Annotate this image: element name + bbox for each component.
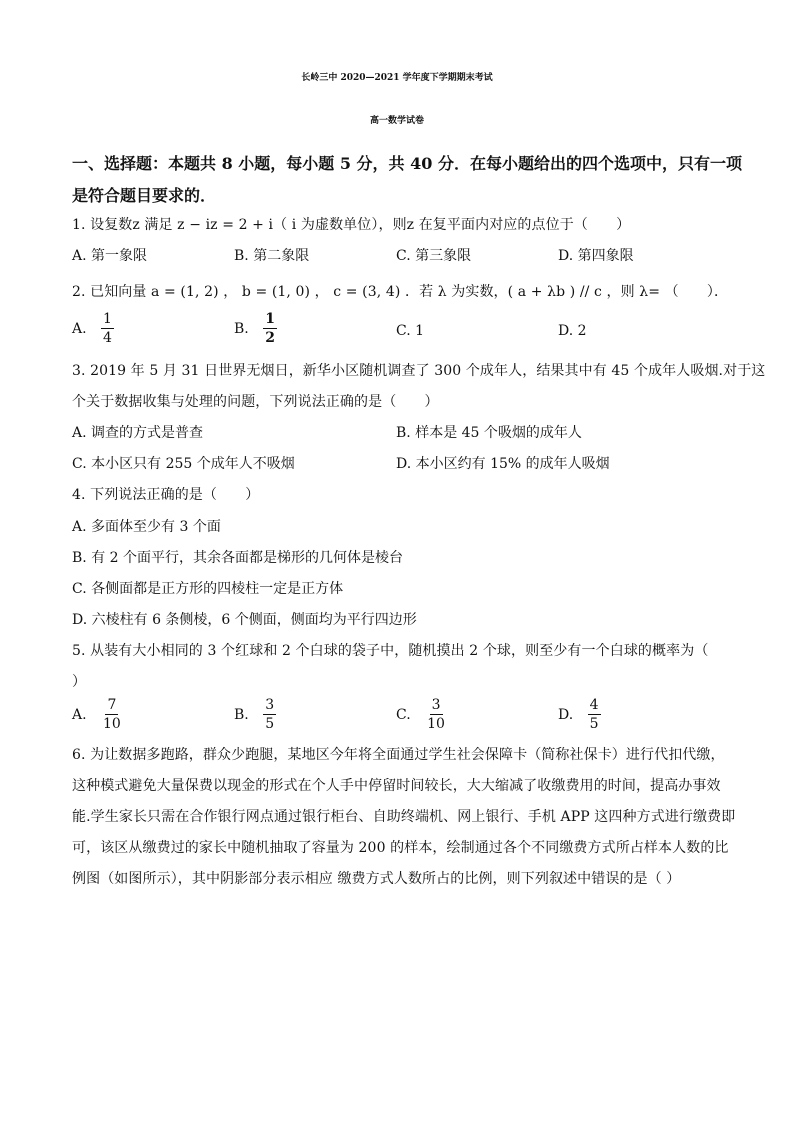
question-1-option-b: B. 第二象限 (234, 248, 310, 264)
question-1-option-a: A. 第一象限 (72, 248, 148, 264)
fraction (101, 696, 123, 733)
question-6-line3: 能.学生家长只需在合作银行网点通过银行柜台、自助终端机、网上银行、手机 APP 这四种方式进行缴费即 (72, 809, 736, 825)
question-4-option-c: C. 各侧面都是正方形的四棱柱一定是正方体 (72, 581, 344, 597)
fraction (425, 696, 447, 733)
fraction (263, 696, 276, 733)
option-label: C. (396, 706, 411, 723)
question-4-option-a: A. 多面体至少有 3 个面 (72, 519, 221, 535)
question-1-option-d: D. 第四象限 (558, 248, 634, 264)
fraction-numerator: 4 (589, 697, 599, 713)
page-title: 长岭三中 2020—2021 学年度下学期期末考试 (301, 73, 493, 83)
question-6-line1: 6. 为让数据多跑路，群众少跑腿，某地区今年将全面通过学生社会保障卡（简称社保卡）进行代扣代缴， (72, 747, 725, 763)
question-5-option-b (234, 696, 276, 733)
question-2-option-d: D. 2 (558, 323, 587, 339)
option-label: B. (234, 320, 249, 337)
question-4-option-d: D. 六棱柱有 6 条侧棱，6 个侧面，侧面均为平行四边形 (72, 612, 417, 628)
fraction-denominator: 10 (427, 716, 445, 732)
question-5-option-c (396, 696, 447, 733)
option-label: D. (558, 706, 574, 723)
question-3-option-d: D. 本小区约有 15% 的成年人吸烟 (396, 456, 610, 472)
fraction-denominator: 4 (103, 330, 112, 346)
question-4-stem: 4. 下列说法正确的是（ ） (72, 487, 260, 503)
question-6-line2: 这种模式避免大量保费以现金的形式在个人手中停留时间较长，大大缩减了收缴费用的时间，提高办事效 (72, 778, 721, 794)
fraction-numerator: 7 (107, 697, 117, 713)
fraction (263, 310, 277, 347)
question-3-option-a: A. 调查的方式是普查 (72, 425, 204, 441)
fraction-denominator: 10 (103, 716, 121, 732)
option-label: B. (234, 706, 249, 723)
fraction-denominator: 5 (589, 716, 599, 732)
question-5-option-d (558, 696, 601, 733)
question-5-line1: 5. 从装有大小相同的 3 个红球和 2 个白球的袋子中，随机摸出 2 个球，则至少有一个白球的概率为（ (72, 643, 709, 659)
question-3-option-c: C. 本小区只有 255 个成年人不吸烟 (72, 456, 295, 472)
section-heading-line1: 一、选择题：本题共 8 小题，每小题 5 分，共 40 分．在每小题给出的四个选项中，只有一项 (72, 154, 742, 173)
question-1-stem: 1. 设复数z 满足 z − iz = 2 + i（ i 为虚数单位），则z 在复平面内对应的点位于（ ） (72, 217, 631, 233)
question-5-option-a (72, 696, 123, 733)
question-3-option-b: B. 样本是 45 个吸烟的成年人 (396, 425, 582, 441)
fraction-numerator: 3 (265, 697, 275, 713)
question-2-stem: 2. 已知向量 a = (1, 2) ， b = (1, 0) ， c = (3, 4) ．若 λ 为实数，( a + λb ) // c ，则 λ= （ ）． (72, 284, 729, 300)
question-4-option-b: B. 有 2 个面平行，其余各面都是梯形的几何体是棱台 (72, 550, 403, 566)
fraction-numerator: 1 (265, 311, 275, 327)
fraction-numerator: 3 (431, 697, 441, 713)
fraction-denominator: 2 (265, 330, 275, 346)
question-2-option-b (234, 310, 277, 347)
fraction-denominator: 5 (265, 716, 275, 732)
question-6-line5: 例图（如图所示），其中阴影部分表示相应 缴费方式人数所占的比例，则下列叙述中错误的是（ ） (72, 871, 681, 887)
question-2-option-c: C. 1 (396, 323, 425, 339)
section-heading-line2: 是符合题目要求的． (72, 186, 217, 205)
question-5-line2: ） (72, 674, 87, 690)
option-label: A. (72, 320, 87, 337)
question-2-option-a (72, 310, 114, 347)
fraction-numerator: 1 (103, 311, 112, 327)
question-1-option-c: C. 第三象限 (396, 248, 472, 264)
question-3-line2: 个关于数据收集与处理的问题，下列说法正确的是（ ） (72, 394, 439, 410)
fraction (101, 310, 114, 347)
fraction (588, 696, 601, 733)
option-label: A. (72, 706, 87, 723)
question-3-line1: 3. 2019 年 5 月 31 日世界无烟日，新华小区随机调查了 300 个成年人，结果其中有 45 个成年人吸烟.对于这 (72, 363, 766, 379)
page-subtitle: 高一数学试卷 (369, 116, 424, 126)
question-6-line4: 可，该区从缴费过的家长中随机抽取了容量为 200 的样本，绘制通过各个不同缴费方式所占样本人数的比 (72, 840, 729, 856)
